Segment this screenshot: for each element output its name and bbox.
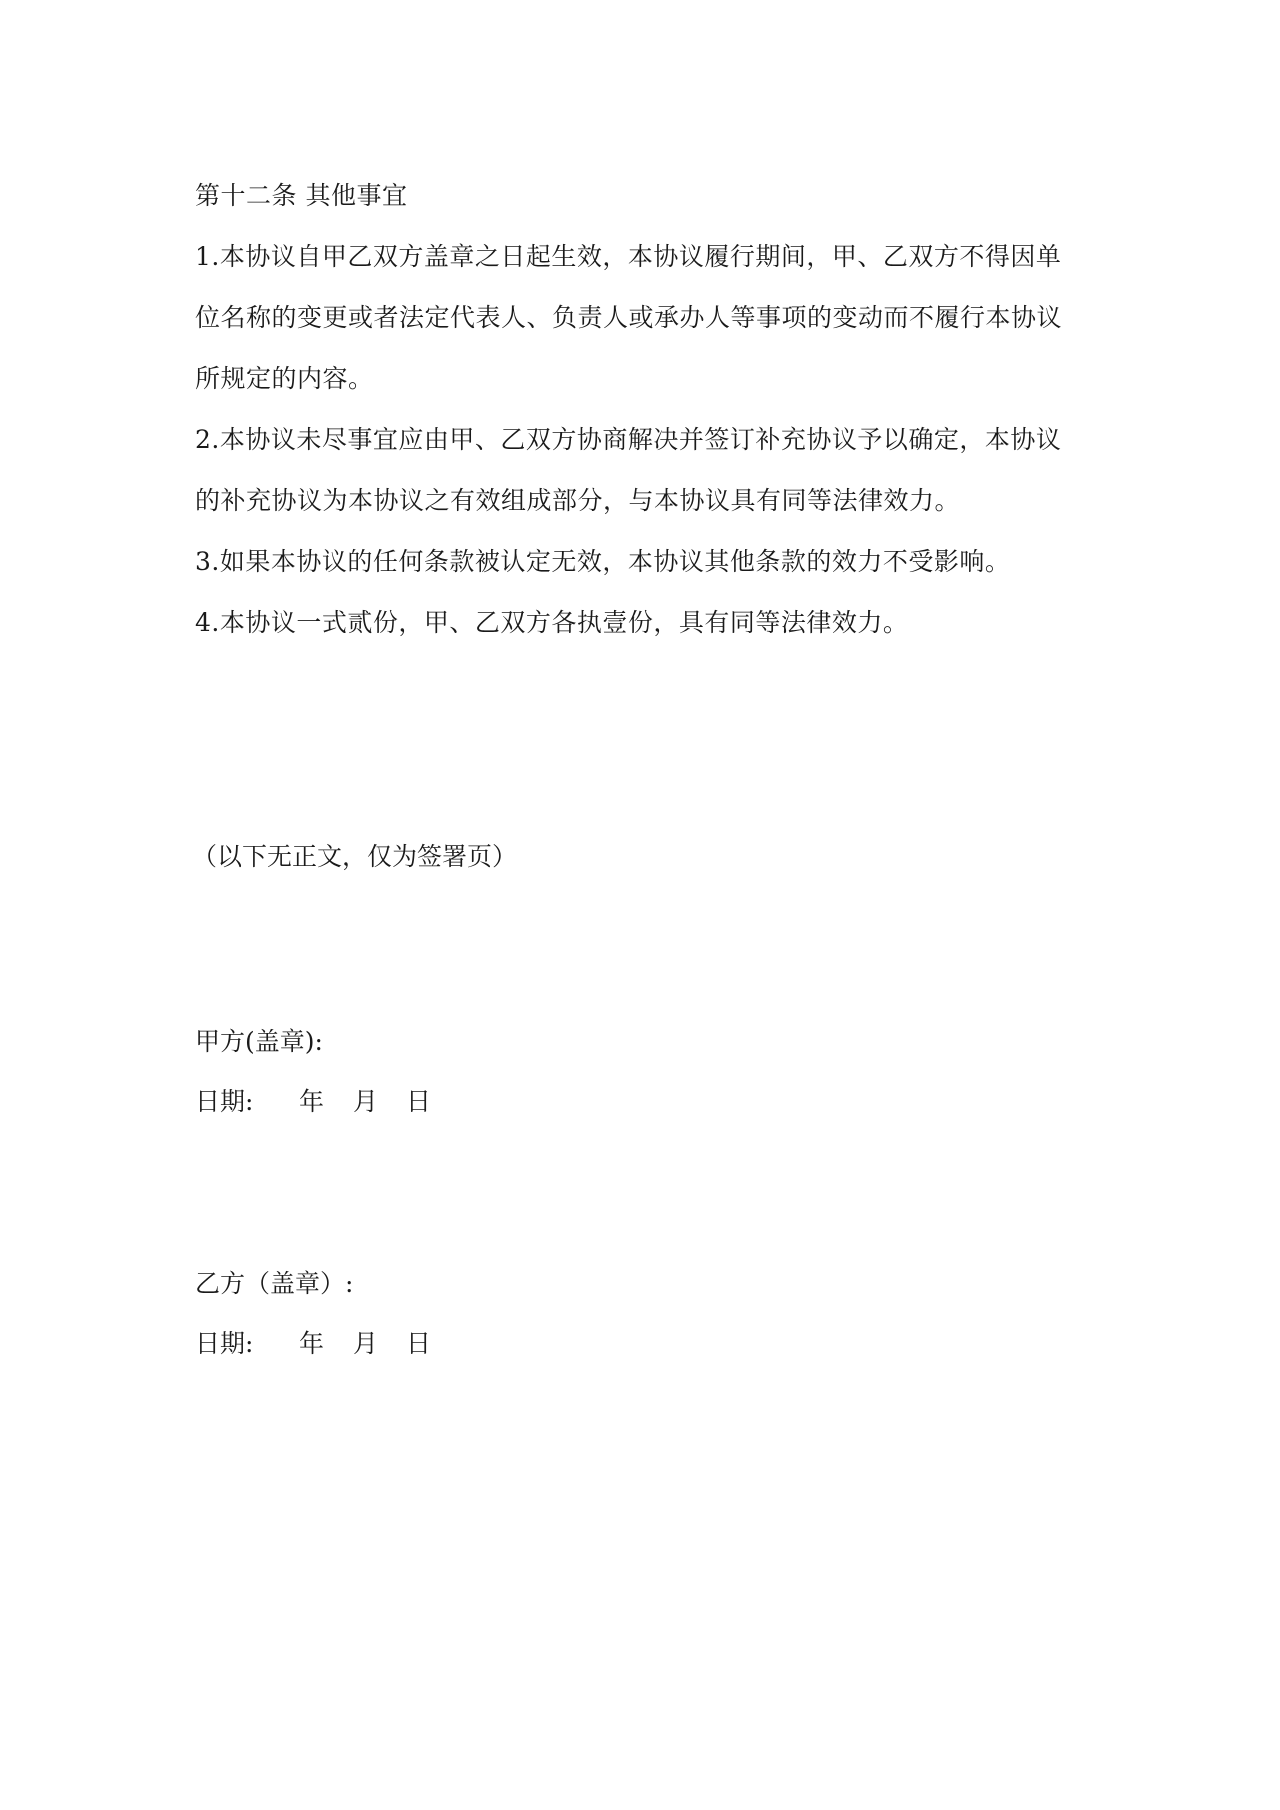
party-a-seal-label: 甲方(盖章): xyxy=(195,1027,323,1056)
party-b-date-row xyxy=(195,1324,431,1364)
party-b-seal-label: 乙方（盖章）: xyxy=(195,1269,354,1298)
party-a-date-label: 日期: xyxy=(195,1087,254,1116)
party-a-date-year: 年 xyxy=(299,1087,325,1116)
clause-1: 1.本协议自甲乙双方盖章之日起生效，本协议履行期间，甲、乙双方不得因单位名称的变更或者法定代表人、负责人或承办人等事项的变动而不履行本协议所规定的内容。 xyxy=(195,242,1063,393)
clause-3: 3.如果本协议的任何条款被认定无效，本协议其他条款的效力不受影响。 xyxy=(195,547,1011,576)
party-a-date-row xyxy=(195,1082,431,1122)
party-a-date-month: 月 xyxy=(353,1087,379,1116)
party-b-date-label: 日期: xyxy=(195,1329,254,1358)
section-title: 第十二条 其他事宜 xyxy=(195,181,408,210)
clause-2: 2.本协议未尽事宜应由甲、乙双方协商解决并签订补充协议予以确定，本协议的补充协议为本协议之有效组成部分，与本协议具有同等法律效力。 xyxy=(195,425,1062,515)
party-b-date-month: 月 xyxy=(353,1329,379,1358)
party-a-date-day: 日 xyxy=(406,1087,432,1116)
party-b-date-day: 日 xyxy=(406,1329,432,1358)
clause-list xyxy=(195,226,1085,653)
clause-4: 4.本协议一式贰份，甲、乙双方各执壹份，具有同等法律效力。 xyxy=(195,608,909,637)
signature-page-note: （以下无正文，仅为签署页） xyxy=(192,842,518,871)
party-b-date-year: 年 xyxy=(299,1329,325,1358)
